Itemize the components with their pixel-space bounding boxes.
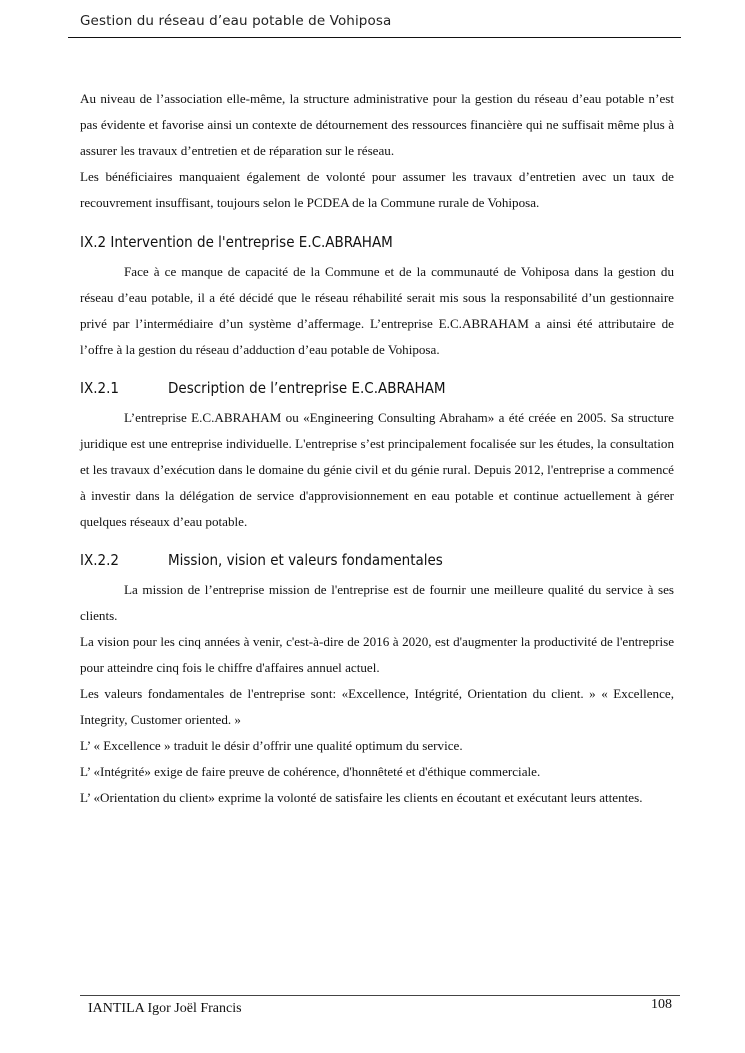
values-paragraph: Les valeurs fondamentales de l'entreprise sont: «Excellence, Intégrité, Orientation du client. » « Excellence, Integrity, Customer oriented. »: [80, 686, 674, 727]
section-number: IX.2.2: [80, 551, 119, 569]
section-title: Mission, vision et valeurs fondamentales: [168, 551, 443, 569]
section-heading-ix21: [80, 375, 674, 401]
section-ix2-paragraph: Face à ce manque de capacité de la Commune et de la communauté de Vohiposa dans la gestion du réseau d’eau potable, il a été décidé que le réseau réhabilité serait mis sous la responsabilité d’un gestionnaire privé par l’intermédiaire d’un système d’affermage. L’entreprise E.C.ABRAHAM a ainsi été attributaire de l’offre à la gestion du réseau d’adduction d’eau potable de Vohiposa.: [80, 264, 674, 357]
section-title: Description de l’entreprise E.C.ABRAHAM: [168, 379, 446, 397]
running-header: Gestion du réseau d’eau potable de Vohiposa: [80, 13, 392, 29]
header-divider: [68, 37, 681, 38]
section-heading-ix22: [80, 547, 674, 573]
page-body: [80, 86, 674, 811]
vision-paragraph: La vision pour les cinq années à venir, c'est-à-dire de 2016 à 2020, est d'augmenter la productivité de l'entreprise pour atteindre cinq fois le chiffre d'affaires annuel actuel.: [80, 634, 674, 675]
intro-paragraph-2: Les bénéficiaires manquaient également de volonté pour assumer les travaux d’entretien avec un taux de recouvrement insuffisant, toujours selon le PCDEA de la Commune rurale de Vohiposa.: [80, 169, 674, 210]
footer-author: IANTILA Igor Joël Francis: [88, 1001, 242, 1016]
section-number: IX.2.1: [80, 379, 119, 397]
mission-paragraph: La mission de l’entreprise mission de l'entreprise est de fournir une meilleure qualité du service à ses clients.: [80, 582, 674, 623]
page-number: 108: [651, 997, 672, 1012]
footer-divider: [80, 995, 680, 996]
section-ix21-paragraph: L’entreprise E.C.ABRAHAM ou «Engineering Consulting Abraham» a été créée en 2005. Sa structure juridique est une entreprise individuelle. L'entreprise s’est principalement focalisée sur les études, la consultation et les travaux d’exécution dans le domaine du génie civil et du génie rural. Depuis 2012, l'entreprise a commencé à investir dans la délégation de service d'approvisionnement en eau potable et continue actuellement à gérer quelques réseaux d’eau potable.: [80, 410, 674, 529]
excellence-paragraph: L’ « Excellence » traduit le désir d’offrir une qualité optimum du service.: [80, 738, 463, 753]
section-heading-ix2: IX.2 Intervention de l'entreprise E.C.ABRAHAM: [80, 233, 393, 251]
client-orientation-paragraph: L’ «Orientation du client» exprime la volonté de satisfaire les clients en écoutant et exécutant leurs attentes.: [80, 790, 643, 805]
intro-paragraph-1: Au niveau de l’association elle-même, la structure administrative pour la gestion du réseau d’eau potable n’est pas évidente et favorise ainsi un contexte de détournement des ressources financière qui ne suffisait même plus à assurer les travaux d’entretien et de réparation sur le réseau.: [80, 91, 674, 158]
integrity-paragraph: L’ «Intégrité» exige de faire preuve de cohérence, d'honnêteté et d'éthique commerciale.: [80, 764, 541, 779]
